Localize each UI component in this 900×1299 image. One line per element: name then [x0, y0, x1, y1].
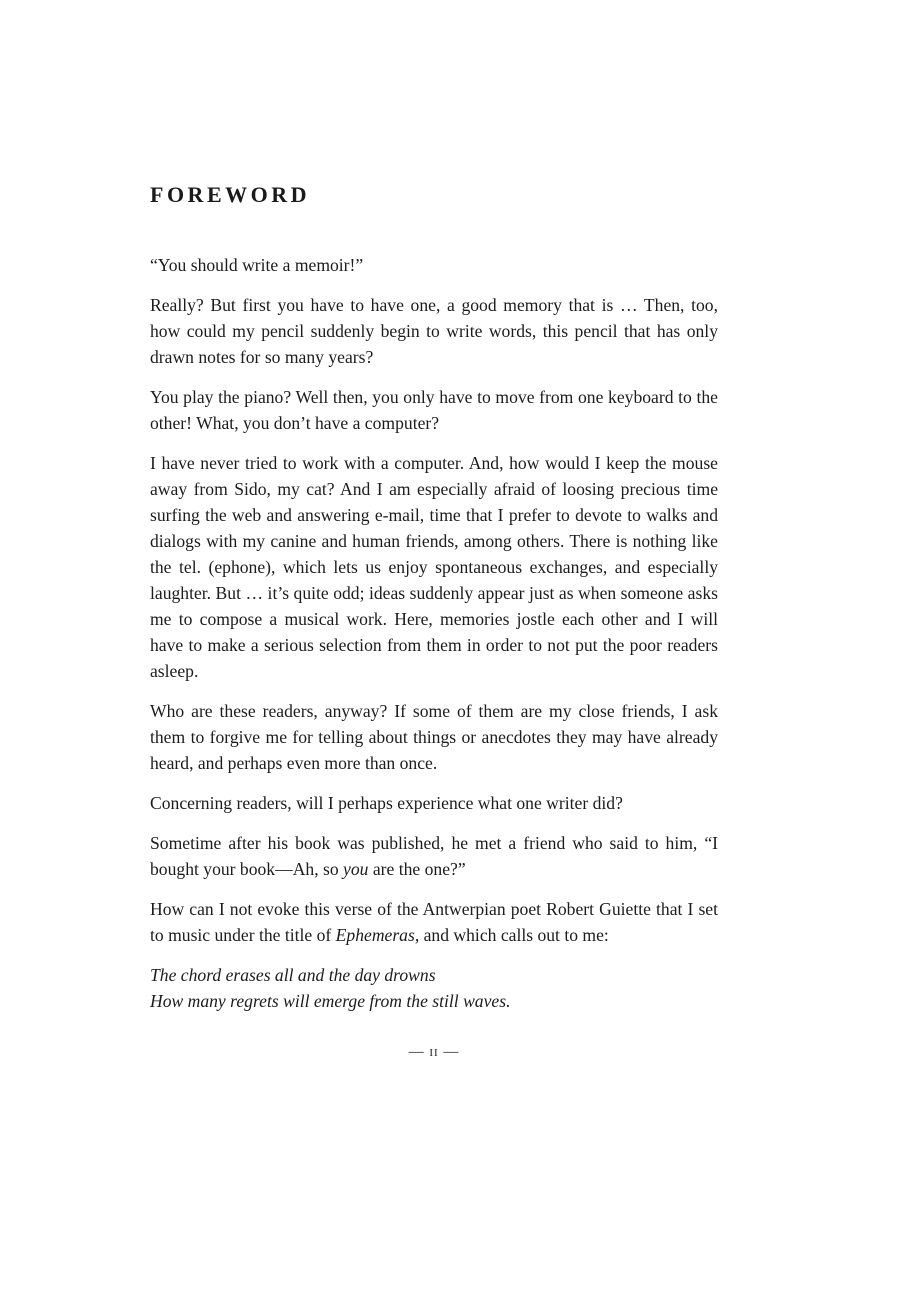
- paragraph-computer: I have never tried to work with a computer. And, how would I keep the mouse away from Sido, my cat? And I am especially afraid of loosing precious time surfing the web and answering e-mail, time that I prefer to devote to walks and dialogs with my canine and human friends, among others. There is nothing like the tel. (ephone), which lets us enjoy spontaneous exchanges, and especially laughter. But … it’s quite odd; ideas suddenly appear just as when someone asks me to compose a musical work. Here, memories jostle each other and I will have to make a serious selection from them in order to not put the poor readers asleep.: [150, 453, 718, 681]
- chapter-heading: FOREWORD: [150, 182, 310, 207]
- paragraph-sometime-text-end: are the one?”: [368, 859, 466, 879]
- paragraph-memoir-request: “You should write a memoir!”: [150, 255, 364, 275]
- paragraph-evoke: [150, 896, 718, 948]
- paragraph-really: Really? But first you have to have one, a good memory that is … Then, too, how could my pencil suddenly begin to write words, this pencil that has only drawn notes for so many years?: [150, 295, 718, 367]
- paragraph-piano: You play the piano? Well then, you only have to move from one keyboard to the other! What, you don’t have a computer?: [150, 387, 718, 433]
- paragraph-readers: Who are these readers, anyway? If some of them are my close friends, I ask them to forgive me for telling about things or anecdotes they may have already heard, and perhaps even more than once.: [150, 701, 718, 773]
- verse-quote: [150, 962, 718, 1014]
- italic-word-you: you: [343, 859, 369, 879]
- paragraph-concerning: Concerning readers, will I perhaps experience what one writer did?: [150, 793, 623, 813]
- italic-title-ephemeras: Ephemeras: [335, 925, 415, 945]
- verse-line-2: How many regrets will emerge from the still waves.: [150, 991, 511, 1011]
- paragraph-evoke-text-end: , and which calls out to me:: [414, 925, 609, 945]
- paragraph-sometime-text: Sometime after his book was published, he met a friend who said to him, “I bought your book—Ah, so: [150, 833, 718, 879]
- paragraph-evoke-text: How can I not evoke this verse of the Antwerpian poet Robert Guiette that I set to music under the title of: [150, 899, 718, 945]
- page-number: — ii —: [408, 1044, 460, 1060]
- paragraph-sometime: [150, 830, 718, 882]
- verse-line-1: The chord erases all and the day drowns: [150, 965, 436, 985]
